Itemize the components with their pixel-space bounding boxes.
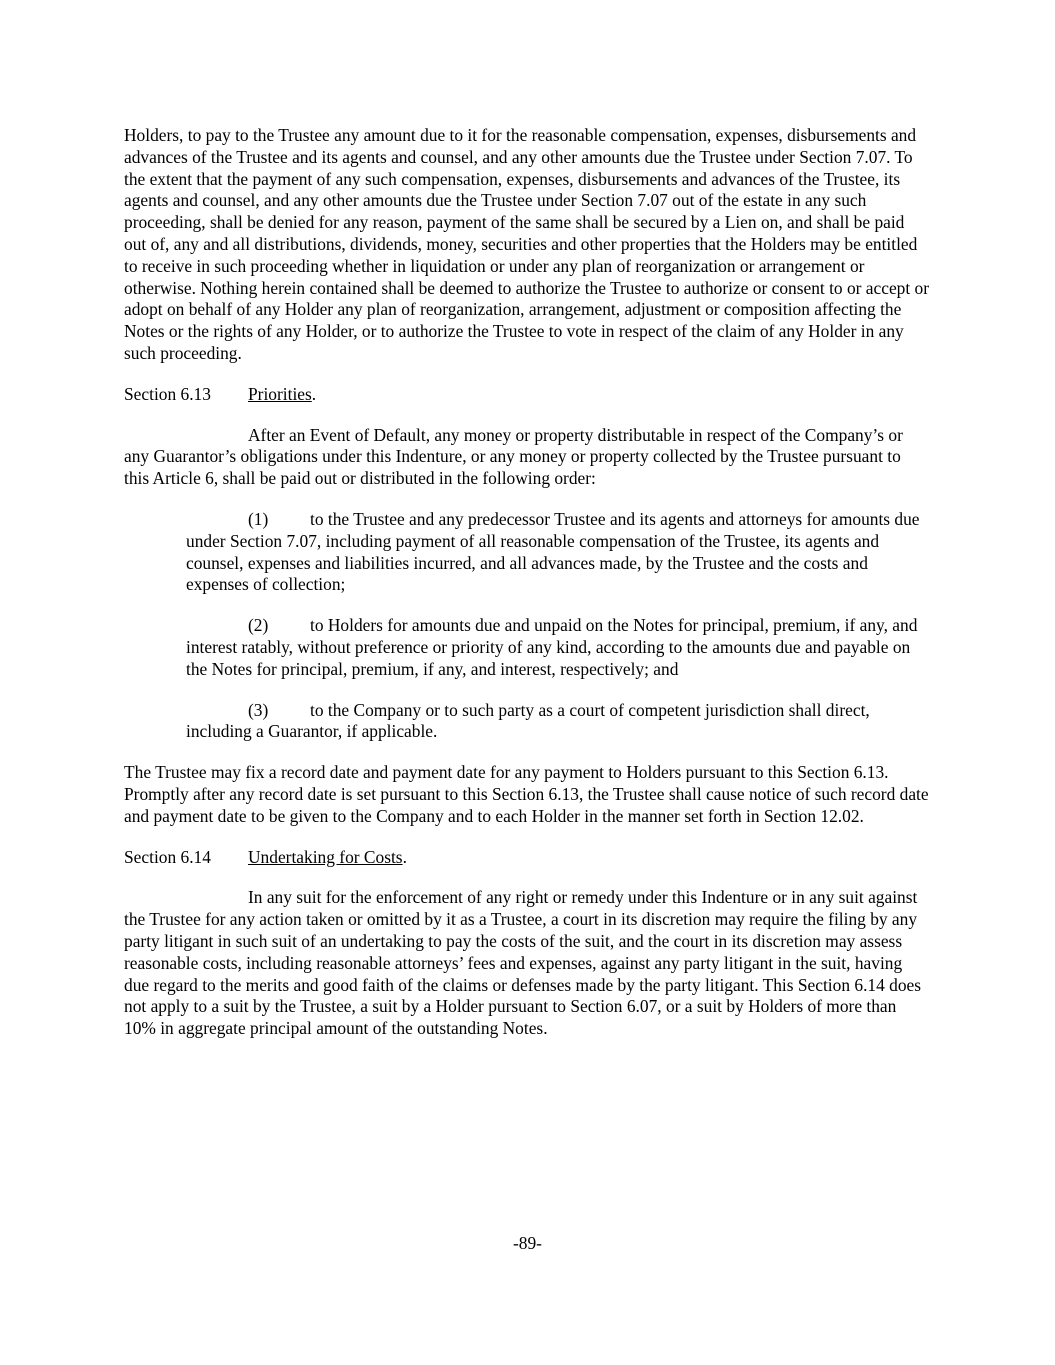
document-page (124, 125, 930, 1040)
list-item-text: to Holders for amounts due and unpaid on the Notes for principal, premium, if any, and interest ratably, without preference or priority of any kind, according to the amounts due and payable on the Notes for principal, premium, if any, and interest, respectively; and (186, 615, 918, 679)
section-6-13-heading (124, 384, 930, 406)
list-marker: (3) (248, 699, 269, 720)
list-marker: (1) (248, 508, 269, 529)
section-6-13-closing: The Trustee may fix a record date and payment date for any payment to Holders pursuant to this Section 6.13. Promptly after any record date is set pursuant to this Section 6.13, the Trustee shall cause notice of such record date and payment date to be given to the Company and to each Holder in the manner set forth in Section 12.02. (124, 762, 929, 826)
section-number: Section 6.13 (124, 383, 211, 404)
section-title: Priorities (248, 383, 312, 404)
section-6-14-heading (124, 847, 930, 869)
list-item (186, 700, 930, 744)
continuation-paragraph: Holders, to pay to the Trustee any amount due to it for the reasonable compensation, expenses, disbursements and advances of the Trustee and its agents and counsel, and any other amounts due the Trustee under Section 7.07. To the extent that the payment of any such compensation, expenses, disbursements and advances of the Trustee, its agents and counsel, and any other amounts due the Trustee under Section 7.07 out of the estate in any such proceeding, shall be denied for any reason, payment of the same shall be secured by a Lien on, and shall be paid out of, any and all distributions, dividends, money, securities and other properties that the Holders may be entitled to receive in such proceeding whether in liquidation or under any plan of reorganization or arrangement or otherwise. Nothing herein contained shall be deemed to authorize the Trustee to authorize or consent to or accept or adopt on behalf of any Holder any plan of reorganization, arrangement, adjustment or composition affecting the Notes or the rights of any Holder, or to authorize the Trustee to vote in respect of the claim of any Holder in any such proceeding. (124, 125, 930, 363)
list-item-text: to the Trustee and any predecessor Trustee and its agents and attorneys for amounts due under Section 7.07, including payment of all reasonable compensation of the Trustee, its agents and counsel, expenses and liabilities incurred, and all advances made, by the Trustee and the costs and expenses of collection; (186, 508, 920, 595)
list-item-text: to the Company or to such party as a court of competent jurisdiction shall direct, including a Guarantor, if applicable. (186, 699, 870, 742)
section-number: Section 6.14 (124, 846, 211, 867)
section-6-13-intro: After an Event of Default, any money or property distributable in respect of the Company’s or any Guarantor’s obligations under this Indenture, or any money or property collected by the Trustee pursuant to this Article 6, shall be paid out or distributed in the following order: (124, 424, 903, 489)
list-marker: (2) (248, 615, 269, 636)
section-title-suffix: . (402, 846, 407, 867)
section-title: Undertaking for Costs (248, 846, 403, 867)
list-item (186, 509, 930, 596)
section-6-14-body: In any suit for the enforcement of any right or remedy under this Indenture or in any suit against the Trustee for any action taken or omitted by it as a Trustee, a court in its discretion may require the filing by any party litigant in such suit of an undertaking to pay the costs of the suit, and the court in its discretion may assess reasonable costs, including reasonable attorneys’ fees and expenses, against any party litigant in the suit, having due regard to the merits and good faith of the claims or defenses made by the party litigant. This Section 6.14 does not apply to a suit by the Trustee, a suit by a Holder pursuant to Section 6.07, or a suit by Holders of more than 10% in aggregate principal amount of the outstanding Notes. (124, 887, 922, 1039)
list-item (186, 615, 930, 680)
section-title-suffix: . (311, 383, 317, 404)
page-number: -89- (513, 1233, 542, 1253)
